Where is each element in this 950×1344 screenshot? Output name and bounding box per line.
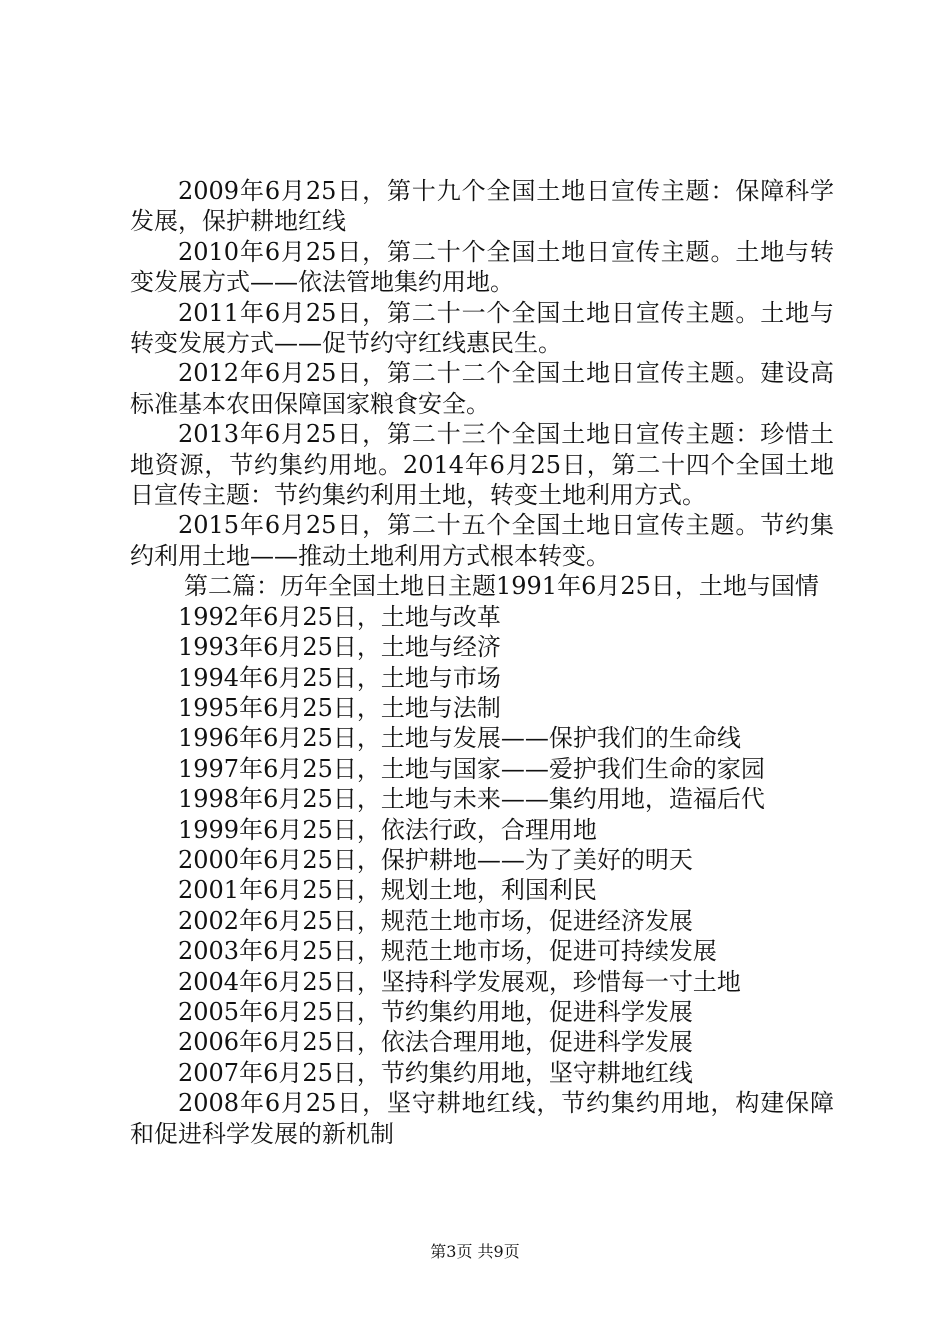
page-footer: 第3页 共9页 xyxy=(430,1242,520,1261)
paragraph-2013-2014: 2013年6月25日，第二十三个全国土地日宣传主题：珍惜土地资源，节约集约用地。2014年6月25日，第二十四个全国土地日宣传主题：节约集约利用土地，转变土地利用方式。 xyxy=(130,420,834,510)
list-item: 1993年6月25日，土地与经济 xyxy=(178,633,501,662)
list-item: 1994年6月25日，土地与市场 xyxy=(178,663,501,692)
document-body xyxy=(130,176,834,1149)
list-item: 1996年6月25日，土地与发展——保护我们的生命线 xyxy=(178,724,741,753)
list-item: 2001年6月25日，规划土地，利国利民 xyxy=(178,876,597,905)
list-item: 2005年6月25日，节约集约用地，促进科学发展 xyxy=(178,997,693,1026)
paragraph-2012: 2012年6月25日，第二十二个全国土地日宣传主题。建设高标准基本农田保障国家粮食安全。 xyxy=(130,359,834,418)
paragraph-2011: 2011年6月25日，第二十一个全国土地日宣传主题。土地与转变发展方式——促节约守红线惠民生。 xyxy=(130,298,834,358)
paragraph-2010: 2010年6月25日，第二十个全国土地日宣传主题。土地与转变发展方式——依法管地集约用地。 xyxy=(130,237,834,297)
paragraph-2009: 2009年6月25日，第十九个全国土地日宣传主题：保障科学发展，保护耕地红线 xyxy=(130,177,834,236)
section-heading: 第二篇：历年全国土地日主题1991年6月25日，土地与国情 xyxy=(184,572,819,601)
list-item: 2000年6月25日，保护耕地——为了美好的明天 xyxy=(178,845,693,874)
list-item: 2006年6月25日，依法合理用地，促进科学发展 xyxy=(178,1028,693,1057)
paragraph-2008: 2008年6月25日，坚守耕地红线，节约集约用地，构建保障和促进科学发展的新机制 xyxy=(130,1089,834,1148)
list-item: 2002年6月25日，规范土地市场，促进经济发展 xyxy=(178,906,693,935)
list-item: 1998年6月25日，土地与未来——集约用地，造福后代 xyxy=(178,785,765,814)
list-item: 1995年6月25日，土地与法制 xyxy=(178,693,501,722)
paragraph-2015: 2015年6月25日，第二十五个全国土地日宣传主题。节约集约利用土地——推动土地利用方式根本转变。 xyxy=(130,511,834,570)
list-item: 2007年6月25日，节约集约用地，坚守耕地红线 xyxy=(178,1058,693,1087)
list-item: 2003年6月25日，规范土地市场，促进可持续发展 xyxy=(178,937,717,966)
list-item: 1997年6月25日，土地与国家——爱护我们生命的家园 xyxy=(178,754,765,783)
list-item: 1992年6月25日，土地与改革 xyxy=(178,602,501,631)
list-item: 1999年6月25日，依法行政，合理用地 xyxy=(178,815,597,844)
list-item: 2004年6月25日，坚持科学发展观，珍惜每一寸土地 xyxy=(178,967,741,996)
